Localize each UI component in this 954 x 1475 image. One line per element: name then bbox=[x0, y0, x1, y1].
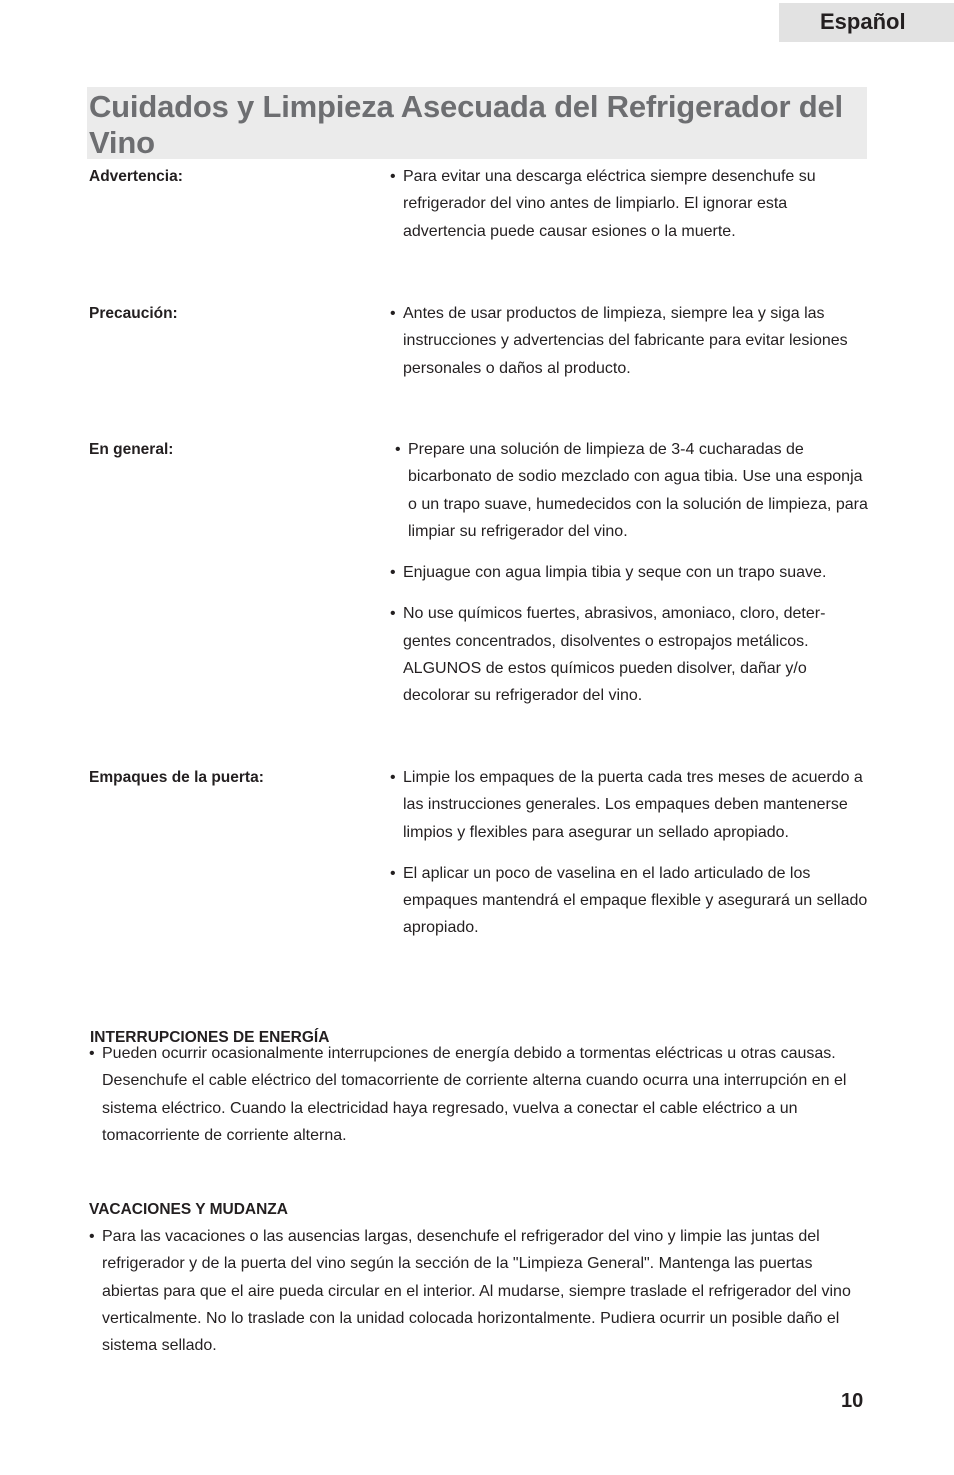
page-number: 10 bbox=[841, 1390, 864, 1412]
vacation-heading: VACACIONES Y MUDANZA bbox=[89, 1201, 288, 1218]
row-label: En general: bbox=[89, 441, 174, 458]
page-title: Cuidados y Limpieza Asecuada del Refrigerador del Vino bbox=[89, 89, 843, 160]
bullet-list bbox=[390, 764, 870, 956]
bullet-item: • Limpie los empaques de la puerta cada tres meses de acuerdo a las instrucciones generales. Los empaques deben mantenerse limpios y flexibles para asegurar un sellado apropiado. bbox=[390, 764, 870, 846]
bullet-list bbox=[390, 300, 870, 396]
bullet-item: • Enjuague con agua limpia tibia y seque con un trapo suave. bbox=[390, 559, 870, 586]
bullet-item: • No use químicos fuertes, abrasivos, amoniaco, cloro, deter-gentes concentrados, disolventes o estropajos metálicos. ALGUNOS de estos químicos pueden disolver, dañar y/o decolorar su refrigerador del vino. bbox=[390, 600, 870, 709]
bullet-item: • El aplicar un poco de vaselina en el lado articulado de los empaques mantendrá el empaque flexible y asegurará un sellado apropiado. bbox=[390, 860, 870, 942]
language-tab: Español bbox=[779, 3, 954, 42]
vacation-paragraph: • Para las vacaciones o las ausencias largas, desenchufe el refrigerador del vino y limpie las juntas del refrigerador y de la puerta del vino según la sección de la "Limpieza General". Mantenga las puertas abiertas para que el aire pueda circular en el interior. Al mudarse, siempre traslade el refrigerador del vino verticalmente. No lo traslade con la unidad colocada horizontalmente. Pudiera ocurrir un posible daño el sistema sellado. bbox=[89, 1223, 864, 1359]
bullet-item: • Para evitar una descarga eléctrica siempre desenchufe su refrigerador del vino antes de limpiarlo. El ignorar esta advertencia puede causar esiones o la muerte. bbox=[390, 163, 870, 245]
row-label: Advertencia: bbox=[89, 168, 183, 185]
row-label: Empaques de la puerta: bbox=[89, 769, 264, 786]
power-heading: INTERRUPCIONES DE ENERGÍA bbox=[90, 1029, 330, 1046]
power-paragraph: • Pueden ocurrir ocasionalmente interrupciones de energía debido a tormentas eléctricas u otras causas. Desenchufe el cable eléctrico del tomacorriente de corriente alterna cuando ocurra una interrupción en el sistema eléctrico. Cuando la electricidad haya regresado, vuelva a conectar el cable eléctrico a un tomacorriente de corriente alterna. bbox=[89, 1040, 864, 1149]
bullet-list bbox=[390, 163, 870, 259]
title-box bbox=[87, 87, 867, 159]
row-label: Precaución: bbox=[89, 305, 178, 322]
bullet-list bbox=[390, 436, 870, 724]
bullet-item: • Antes de usar productos de limpieza, siempre lea y siga las instrucciones y advertencias del fabricante para evitar lesiones personales o daños al producto. bbox=[390, 300, 870, 382]
bullet-item: • Prepare una solución de limpieza de 3-4 cucharadas de bicarbonato de sodio mezclado con agua tibia. Use una esponja o un trapo suave, humedecidos con la solución de limpieza, para limpiar su refrigerador del vino. bbox=[395, 436, 870, 545]
